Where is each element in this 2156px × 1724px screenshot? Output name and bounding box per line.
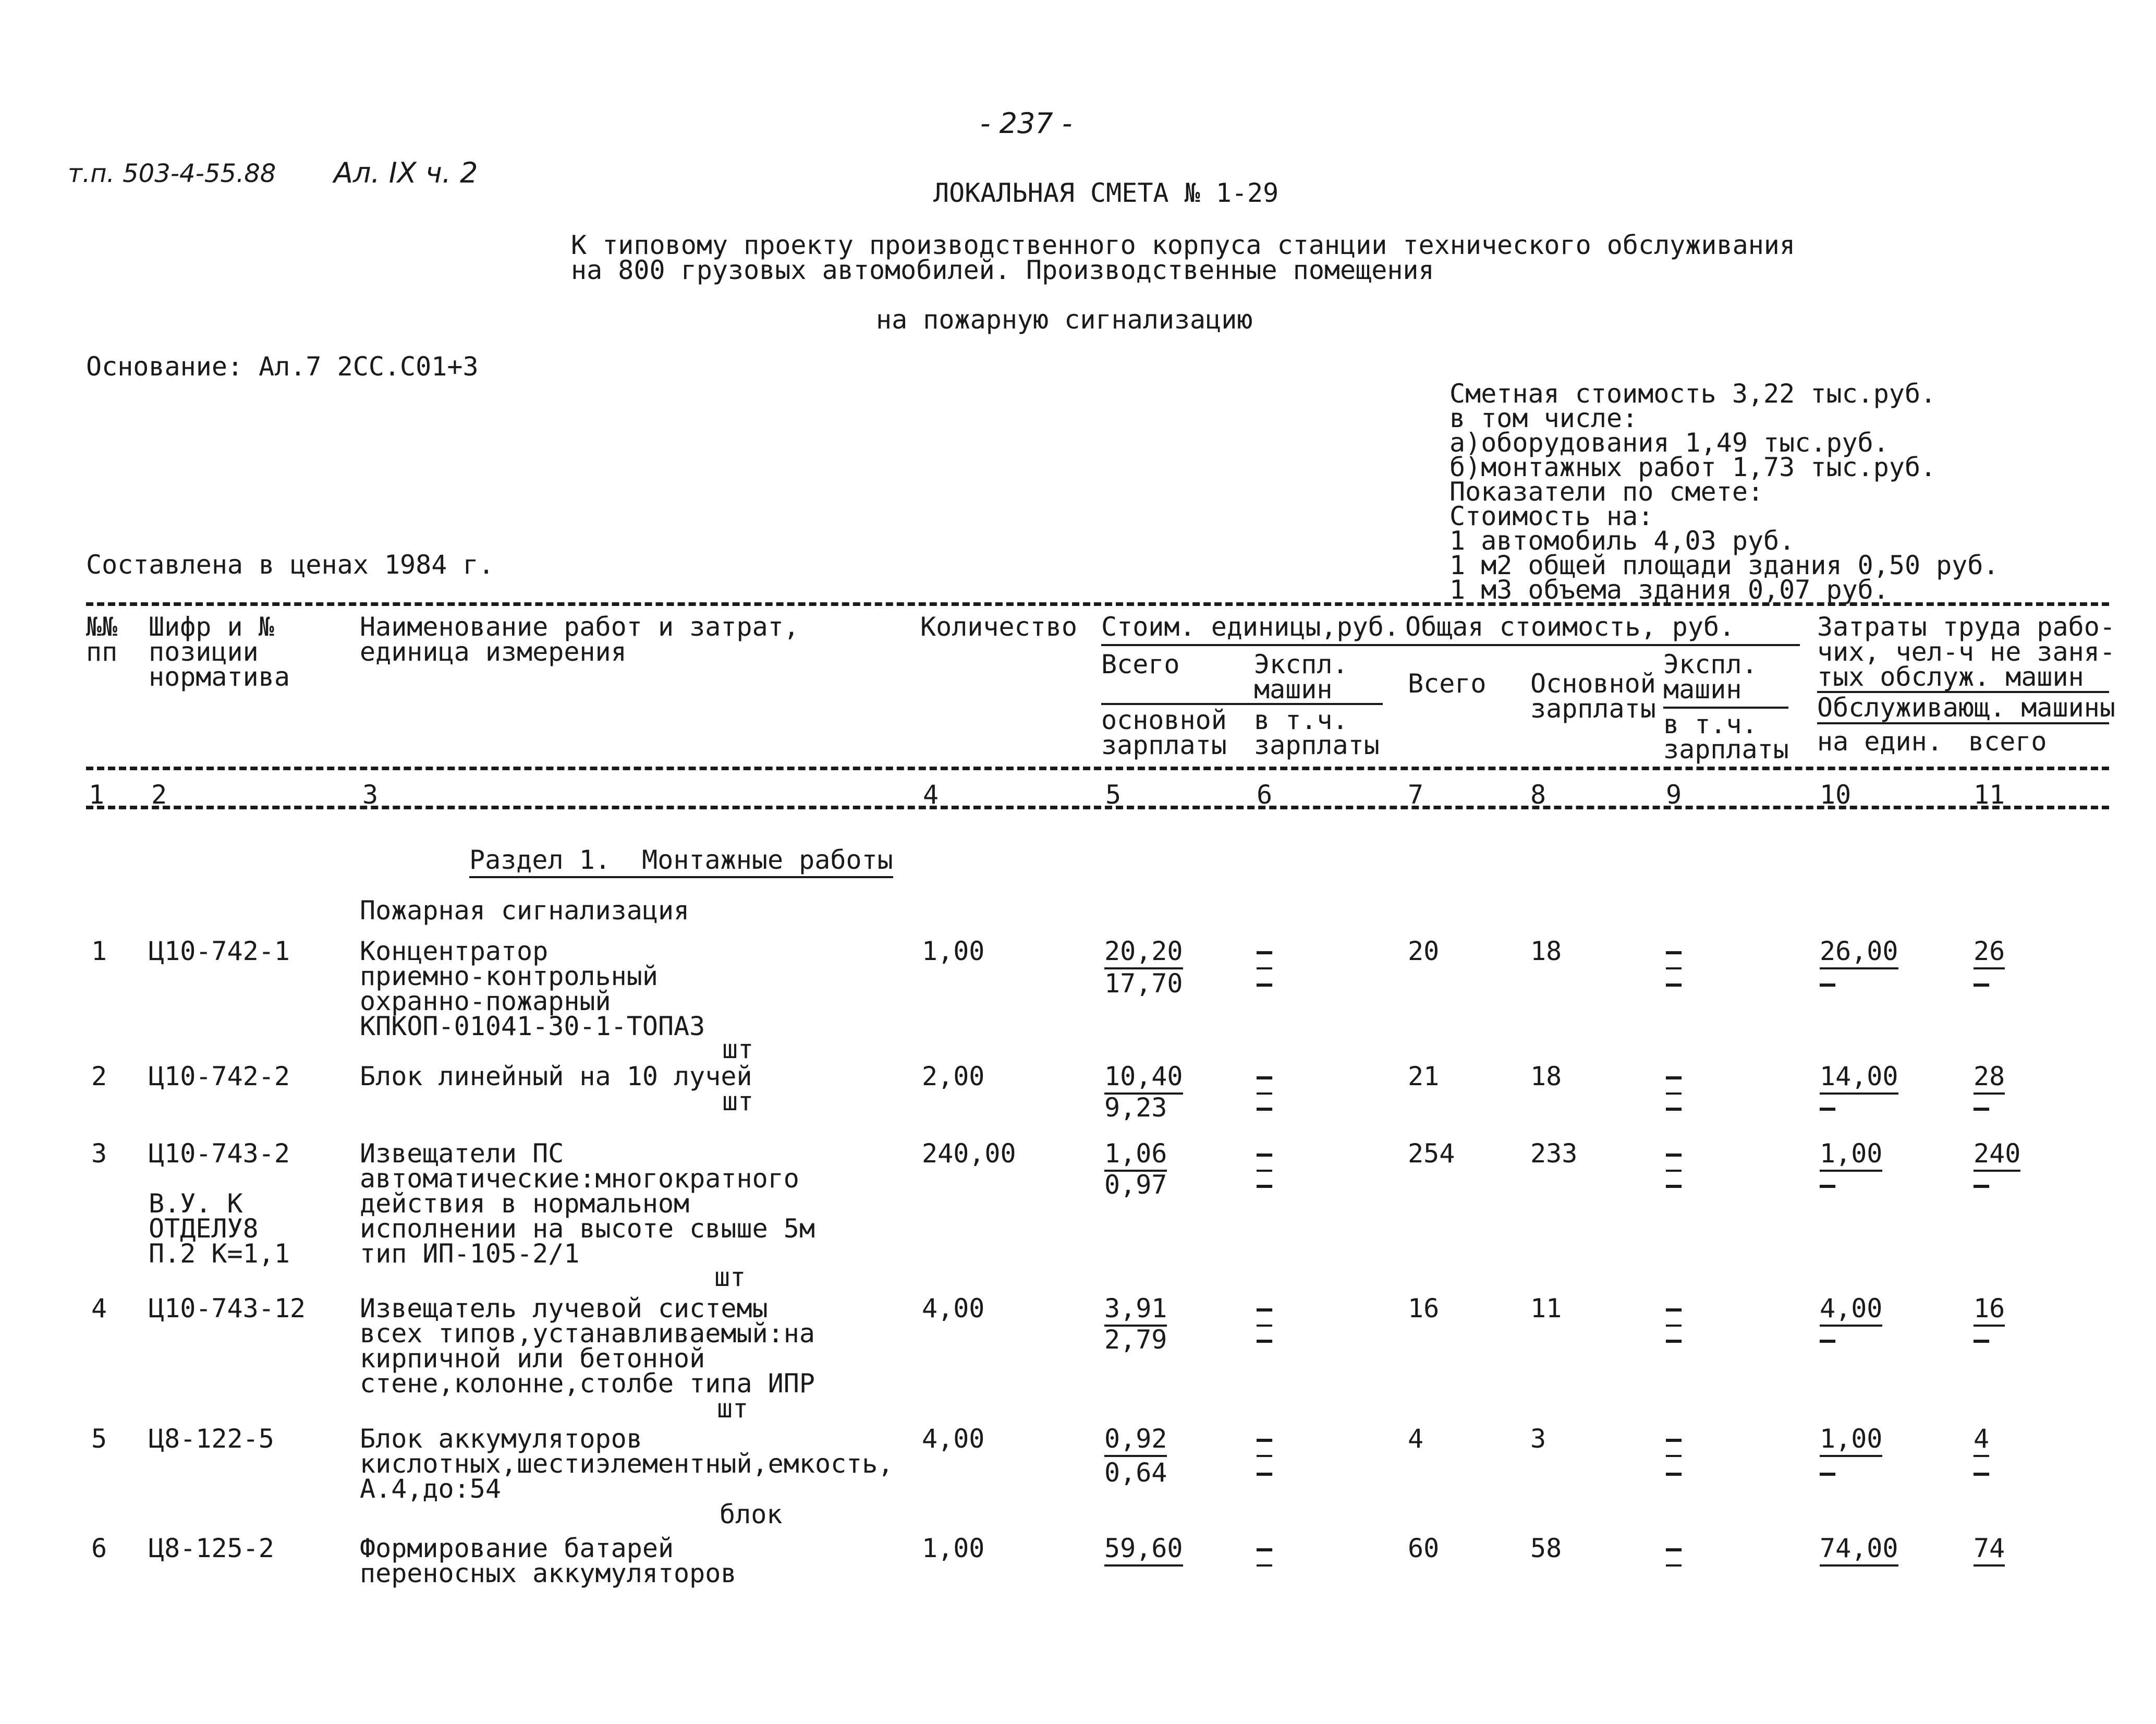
col-number: 5 <box>1105 780 1122 810</box>
row-name: Концентратор приемно-контрольный охранно-пожарный КПКОП-01041-30-1-ТОПАЗ <box>360 936 705 1041</box>
summary-line: 1 м3 объема здания 0,07 руб. <box>1449 575 1889 605</box>
dash-mark: – <box>1666 1138 1682 1172</box>
row-num: 2 <box>91 1061 107 1091</box>
summary-line: б)монтажных работ 1,73 тыс.руб. <box>1449 452 1936 482</box>
dash-mark: – <box>1257 1061 1272 1095</box>
row-total-base: 18 <box>1530 936 1562 966</box>
album-ref: Ал. IX ч. 2 <box>334 156 478 189</box>
row-unit-total: 10,40 <box>1104 1061 1183 1095</box>
row-total: 4 <box>1408 1424 1424 1454</box>
dash-mark: – <box>1974 1325 1990 1355</box>
dash-mark: – <box>1257 1424 1272 1457</box>
header-labor-all: всего <box>1968 726 2047 757</box>
row-labor-unit: 26,00 <box>1820 936 1898 969</box>
row-qty: 2,00 <box>922 1061 985 1091</box>
header-total-cost: Общая стоимость, руб. <box>1405 612 1735 642</box>
row-qty: 240,00 <box>922 1138 1016 1169</box>
row-name: Извещатели ПС автоматические:многократного действия в нормальном исполнении на высоте свыше 5м тип ИП-105-2/1 <box>360 1138 815 1269</box>
row-num: 5 <box>91 1424 107 1454</box>
row-total-base: 18 <box>1530 1061 1562 1091</box>
dash-mark: – <box>1257 1458 1273 1488</box>
row-code: Ц8-122-5 <box>149 1424 274 1454</box>
dash-mark: – <box>1820 1458 1836 1488</box>
dash-mark: – <box>1666 1424 1682 1457</box>
header-rule <box>1817 722 2109 724</box>
header-total-expl-wage: в т.ч. зарплаты <box>1663 709 1789 764</box>
basis-line: Основание: Ал.7 2СС.С01+3 <box>86 351 479 382</box>
header-rule <box>1101 644 1800 646</box>
row-unit: шт <box>722 1086 754 1116</box>
summary-line: 1 м2 общей площади здания 0,50 руб. <box>1449 550 1999 580</box>
col-number: 3 <box>362 780 379 810</box>
row-labor-all: 26 <box>1974 936 2005 969</box>
row-labor-unit: 1,00 <box>1820 1424 1882 1457</box>
doc-code: т.п. 503-4-55.88 <box>68 159 276 188</box>
row-qty: 1,00 <box>922 1533 985 1563</box>
row-labor-all: 28 <box>1974 1061 2005 1095</box>
row-unit-base: 2,79 <box>1104 1325 1167 1355</box>
subject-line: на пожарную сигнализацию <box>876 305 1253 335</box>
row-unit-base: 0,64 <box>1104 1458 1167 1488</box>
row-labor-all: 240 <box>1974 1138 2020 1172</box>
header-unit-cost: Стоим. единицы,руб. <box>1101 612 1399 642</box>
dash-mark: – <box>1974 1170 1990 1200</box>
row-num: 6 <box>91 1533 107 1563</box>
subtitle-line-2: на 800 грузовых автомобилей. Производственные помещения <box>571 255 1434 285</box>
dash-mark: – <box>1666 1170 1682 1200</box>
row-unit-total: 59,60 <box>1104 1533 1183 1567</box>
row-total-base: 58 <box>1530 1533 1562 1563</box>
row-unit-total: 0,92 <box>1104 1424 1167 1457</box>
row-qty: 1,00 <box>922 936 985 966</box>
header-bottom-rule <box>86 767 2109 770</box>
dash-mark: – <box>1666 1061 1682 1095</box>
row-unit-total: 1,06 <box>1104 1138 1167 1172</box>
row-total-base: 3 <box>1530 1424 1546 1454</box>
col-number: 9 <box>1666 780 1682 810</box>
row-labor-all: 16 <box>1974 1293 2005 1327</box>
row-unit: блок <box>720 1499 783 1529</box>
dash-mark: – <box>1820 968 1836 999</box>
row-num: 4 <box>91 1293 107 1324</box>
col-number: 8 <box>1530 780 1546 810</box>
col-number: 6 <box>1257 780 1273 810</box>
header-num: №№ пп <box>86 612 118 667</box>
col-number: 10 <box>1820 780 1852 810</box>
row-name: Извещатель лучевой системы всех типов,устанавливаемый:на кирпичной или бетонной стене,колонне,столбе типа ИПР <box>360 1293 815 1399</box>
dash-mark: – <box>1666 1092 1682 1123</box>
summary-line: 1 автомобиль 4,03 руб. <box>1449 526 1795 556</box>
subsection-title: Пожарная сигнализация <box>360 895 690 926</box>
summary-line: Сметная стоимость 3,22 тыс.руб. <box>1449 379 1936 409</box>
dash-mark: – <box>1820 1170 1836 1200</box>
row-labor-all: 74 <box>1974 1533 2005 1567</box>
dash-mark: – <box>1257 1293 1272 1327</box>
row-labor-all: 4 <box>1974 1424 1989 1457</box>
header-labor: Затраты труда рабо- чих, чел-ч не заня- тых обслуж. машин <box>1817 612 2115 692</box>
document-title: ЛОКАЛЬНАЯ СМЕТА № 1-29 <box>933 178 1279 208</box>
dash-mark: – <box>1257 968 1273 999</box>
dash-mark: – <box>1666 1325 1682 1355</box>
header-total-expl: Экспл. машин <box>1663 649 1758 705</box>
summary-line: Показатели по смете: <box>1449 477 1764 507</box>
row-unit: шт <box>717 1393 749 1424</box>
summary-line: в том числе: <box>1449 403 1638 433</box>
row-unit-base: 0,97 <box>1104 1170 1167 1200</box>
summary-line: а)оборудования 1,49 тыс.руб. <box>1449 428 1889 458</box>
header-top-rule <box>86 602 2109 606</box>
section-title: Раздел 1. Монтажные работы <box>469 845 893 878</box>
dash-mark: – <box>1820 1092 1836 1123</box>
row-labor-unit: 74,00 <box>1820 1533 1898 1567</box>
row-code: Ц10-742-1 <box>149 936 290 966</box>
row-total: 16 <box>1408 1293 1440 1324</box>
header-unit-expl-wage: в т.ч. зарплаты <box>1254 705 1380 760</box>
row-total: 60 <box>1408 1533 1440 1563</box>
row-name: Блок аккумуляторов кислотных,шестиэлементный,емкость, А.4,до:54 <box>360 1424 894 1504</box>
row-total-base: 11 <box>1530 1293 1562 1324</box>
col-number: 4 <box>923 780 939 810</box>
dash-mark: – <box>1257 1138 1272 1172</box>
header-code: Шифр и № позиции норматива <box>149 612 290 692</box>
row-total: 254 <box>1408 1138 1455 1169</box>
row-name: Блок линейный на 10 лучей <box>360 1061 752 1091</box>
dash-mark: – <box>1666 968 1682 999</box>
row-labor-unit: 14,00 <box>1820 1061 1898 1095</box>
row-labor-unit: 1,00 <box>1820 1138 1882 1172</box>
header-qty: Количество <box>920 612 1078 642</box>
header-name: Наименование работ и затрат, единица измерения <box>360 612 799 667</box>
row-unit: шт <box>714 1262 746 1292</box>
dash-mark: – <box>1666 936 1682 969</box>
col-number: 11 <box>1974 780 2005 810</box>
col-number: 2 <box>151 780 167 810</box>
row-total: 20 <box>1408 936 1440 966</box>
row-num: 1 <box>91 936 107 966</box>
cost-summary <box>1449 357 1999 627</box>
row-num: 3 <box>91 1138 107 1169</box>
row-unit-base: 17,70 <box>1104 968 1183 999</box>
header-labor-service: Обслуживающ. машины <box>1817 693 2115 723</box>
dash-mark: – <box>1974 1092 1990 1123</box>
row-unit-total: 20,20 <box>1104 936 1183 969</box>
header-unit-expl: Экспл. машин <box>1254 649 1348 705</box>
dash-mark: – <box>1257 1325 1273 1355</box>
row-code: Ц10-742-2 <box>149 1061 290 1091</box>
row-qty: 4,00 <box>922 1293 985 1324</box>
dash-mark: – <box>1257 936 1272 969</box>
header-unit-base: основной зарплаты <box>1101 705 1227 760</box>
page-number: - 237 - <box>980 107 1073 140</box>
dash-mark: – <box>1666 1293 1682 1327</box>
dash-mark: – <box>1257 1092 1273 1123</box>
row-code: Ц10-743-12 <box>149 1293 306 1324</box>
row-total: 21 <box>1408 1061 1440 1091</box>
row-unit-total: 3,91 <box>1104 1293 1167 1327</box>
dash-mark: – <box>1820 1325 1836 1355</box>
dash-mark: – <box>1666 1533 1682 1567</box>
header-labor-unit: на един. <box>1817 726 1943 757</box>
row-total-base: 233 <box>1530 1138 1578 1169</box>
row-qty: 4,00 <box>922 1424 985 1454</box>
dash-mark: – <box>1666 1458 1682 1488</box>
header-unit-total: Всего <box>1101 649 1180 679</box>
col-number: 7 <box>1408 780 1424 810</box>
row-unit: шт <box>722 1034 754 1064</box>
prices-line: Составлена в ценах 1984 г. <box>86 550 494 580</box>
header-total-base: Основной зарплаты <box>1530 669 1656 724</box>
header-total-all: Всего <box>1408 669 1487 699</box>
column-number-rule <box>86 806 2109 809</box>
col-number: 1 <box>89 780 105 810</box>
row-name: Формирование батарей переносных аккумуляторов <box>360 1533 737 1588</box>
dash-mark: – <box>1257 1170 1273 1200</box>
header-rule <box>1663 707 1788 709</box>
dash-mark: – <box>1974 968 1990 999</box>
dash-mark: – <box>1257 1533 1272 1567</box>
dash-mark: – <box>1974 1458 1990 1488</box>
row-code: Ц8-125-2 <box>149 1533 274 1563</box>
row-labor-unit: 4,00 <box>1820 1293 1882 1327</box>
summary-line: Стоимость на: <box>1449 501 1654 531</box>
subtitle-line-1: К типовому проекту производственного корпуса станции технического обслуживания <box>571 230 1795 260</box>
row-code: Ц10-743-2 В.У. К ОТДЕЛУ8 П.2 К=1,1 <box>149 1138 290 1269</box>
row-unit-base: 9,23 <box>1104 1092 1167 1123</box>
